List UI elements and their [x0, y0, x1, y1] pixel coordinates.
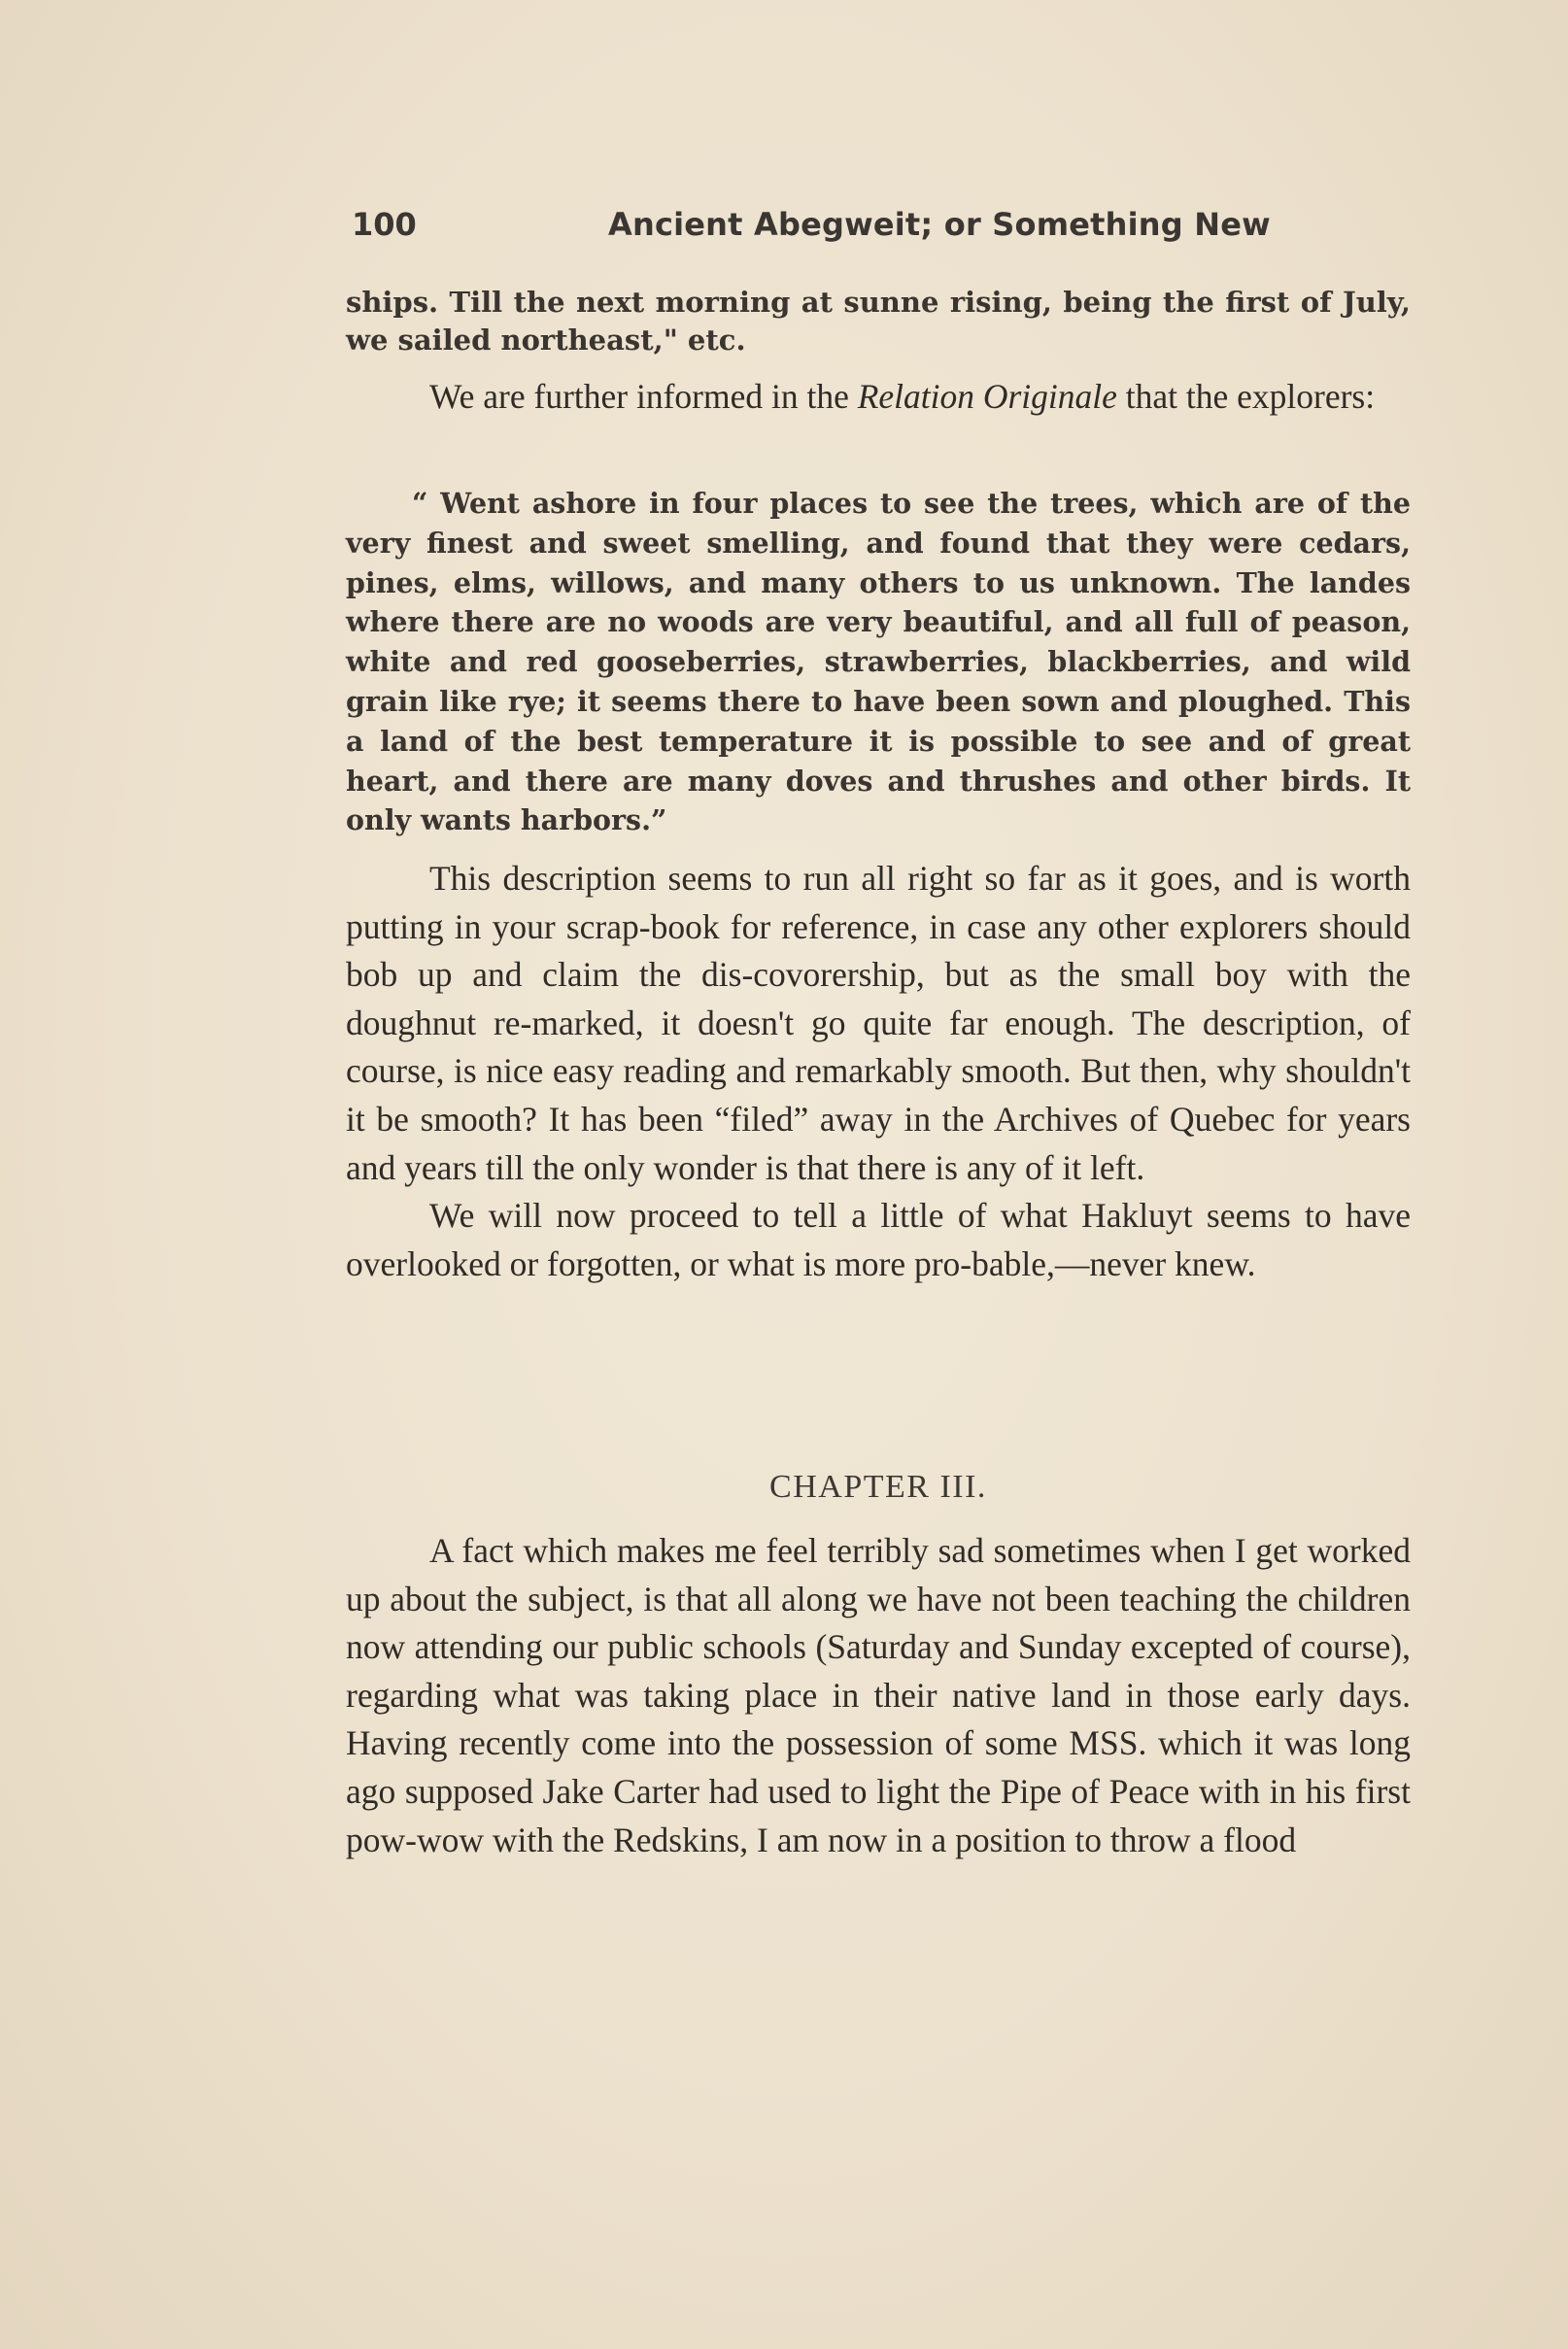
intro-block [346, 373, 1411, 422]
intro-before: We are further informed in the [429, 377, 858, 416]
opening-fragment: ships. Till the next morning at sunne rising, being the first of July, we sailed northeast," etc. [346, 286, 1411, 357]
quote-text: “ Went ashore in four places to see the trees, which are of the very finest and sweet smelling, and found that they were cedars, pines, elms, willows, and many others to us unknown. The landes where there are no woods are very beautiful, and all full of peason, white and red gooseberries, strawberries, blackberries, and wild grain like rye; it seems there to have been sown and ploughed. This a land of the best temperature it is possible to see and of great heart, and there are many doves and thrushes and other birds. It only wants harbors.” [346, 487, 1411, 837]
paragraph-description: This description seems to run all right so far as it goes, and is worth putting in your scrap-book for reference, in case any other explorers should bob up and claim the dis-covorership, but as the small boy with the doughnut re-marked, it doesn't go quite far enough. The description, of course, is nice easy reading and remarkably smooth. But then, why shouldn't it be smooth? It has been “filed” away in the Archives of Quebec for years and years till the only wonder is that there is any of it left. [346, 859, 1411, 1187]
page-number: 100 [352, 206, 417, 243]
intro-title: Relation Originale [857, 377, 1117, 416]
chapter-heading: CHAPTER III. [769, 1469, 987, 1505]
block-quote [346, 484, 1411, 840]
opening-fragment-block [346, 284, 1411, 359]
running-title: Ancient Abegweit; or Something New [608, 206, 1271, 243]
intro-after: that the explorers: [1116, 377, 1376, 416]
body-paragraphs [346, 855, 1411, 1288]
chapter-body [346, 1527, 1411, 1864]
intro-paragraph [346, 373, 1411, 422]
chapter-paragraph: A fact which makes me feel terribly sad sometimes when I get worked up about the subject, is that all along we have not been teaching the children now attending our public schools (Saturday and Sunday excepted of course), regarding what was taking place in their native land in those early days. Having recently come into the possession of some MSS. which it was long ago supposed Jake Carter had used to light the Pipe of Peace with in his first pow-wow with the Redskins, I am now in a position to throw a flood [346, 1531, 1411, 1859]
paragraph-hakluyt: We will now proceed to tell a little of what Hakluyt seems to have overlooked or forgotten, or what is more pro-bable,—never knew. [346, 1196, 1411, 1283]
